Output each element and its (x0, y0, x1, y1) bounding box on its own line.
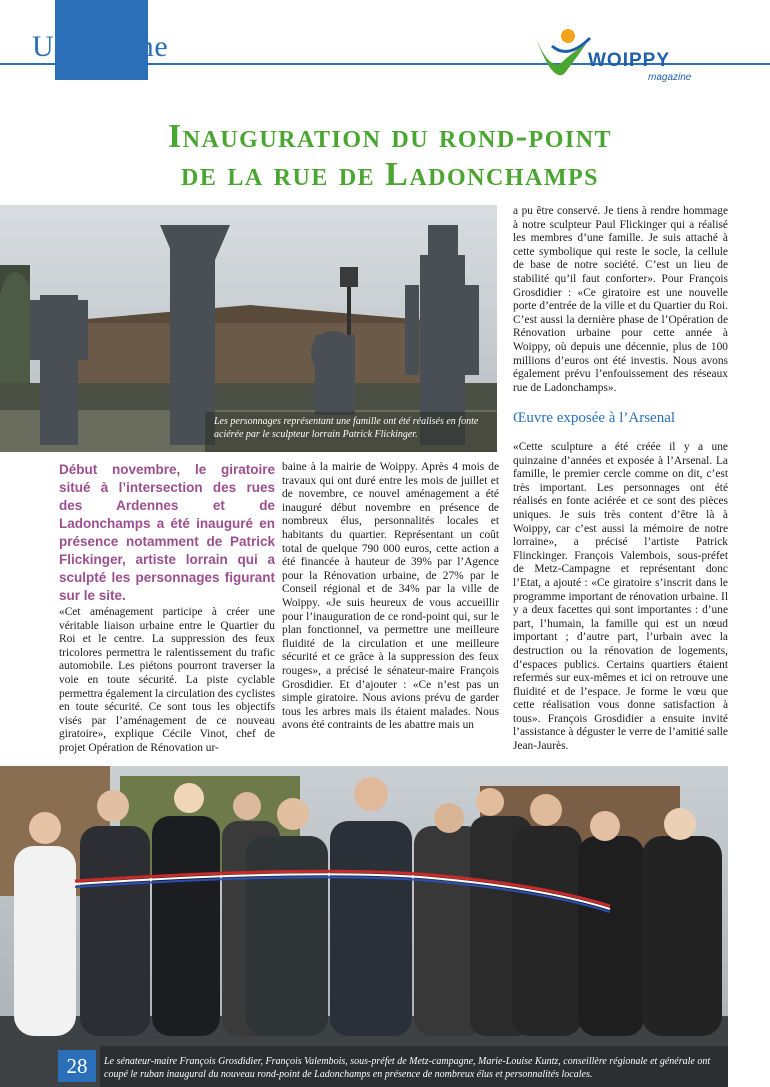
subheading: Œuvre exposée à l’Arsenal (513, 410, 676, 426)
ribbon-cutting-photo (0, 766, 728, 1087)
photo-caption-bottom: Le sénateur-maire François Grosdidier, François Valembois, sous-préfet de Metz-campagne, Marie-Louise Kuntz, conseillère régionale et générale ont coupé le ruban inaugural du nouveau rond-point de Ladonchamps en présence de nombreux élus et personnalités locales. (104, 1056, 711, 1080)
section-label: Urbanisme (32, 30, 169, 63)
photo-caption-top: Les personnages représentant une famille ont été réalisés en fonte aciérée par le sculpteur lorrain Patrick Flickinger. (214, 416, 479, 440)
column-3-body-bottom: «Cette sculpture a été créée il y a une quinzaine d’années et exposée à l’Arsenal. La famille, le premier cercle comme on dit, c’est très important. Les personnages ont été réalisés en fonte aciérée et ce sont des pièces uniques. Je suis très content d’être là à Woippy, car c’est aussi la mémoire de notre lorraine», a précisé l’artiste Patrick Flinckinger. François Valembois, sous-préfet de Metz-Campagne et représentant donc l’Etat, a ajouté : «Ce giratoire s’inscrit dans le programme important de rénovation urbaine. Il y a deux facettes qui sont importantes : d’une part, l’humain, la famille qui est un nœud important ; d’autre part, l’urbain avec la destruction ou la rénovation de logements, d’espaces publics. Certains quartiers étaient refermés sur eux-mêmes et ici on retrouve une fluidité et de l’espace. Je forme le vœu que cette réalisation vous donne satisfaction à tous». François Grosdidier a ensuite invité l’assistance à déguster le verre de l’amitié salle Jean-Jaurès. (513, 441, 728, 753)
lead-paragraph: Début novembre, le giratoire situé à l’intersection des rues des Ardennes et de Ladonchamps a été inauguré en présence notamment de Patrick Flickinger, artiste lorrain qui a sculpté les personnages figurant sur le site. (59, 462, 275, 603)
logo-name: WOIPPY (588, 50, 671, 71)
title-line-1: Inauguration du rond-point (167, 118, 613, 155)
article-title (80, 118, 700, 194)
column-3-body-top: a pu être conservé. Je tiens à rendre hommage à notre sculpteur Paul Flickinger qui a réalisé les membres d’une famille. Je suis attaché à cette symbolique qui reste le socle, la cellule de base de notre société. C’est un lieu de stabilité qu’il faut conforter». Pour François Grosdidier : «Ce giratoire est une nouvelle porte d’entrée de la ville et du Quartier du Roi. C’est aussi la dernière phase de l’Opération de Rénovation urbaine pour cette année à Woippy, où depuis une décennie, plus de 100 millions d’euros ont été investis. Nous avons également prévu l’enfouissement des réseaux rue de Ladonchamps». (513, 205, 728, 394)
column-2-body: baine à la mairie de Woippy. Après 4 mois de travaux qui ont duré entre les mois de juillet et de novembre, ce nouvel aménagement a été inauguré début novembre en présence de nombreux élus, personnalités locales et habitants du quartier. Représentant un coût total de quelque 790 000 euros, cette action a été financée à hauteur de 39% par l’Agence pour la Rénovation urbaine, de 27% par le Conseil régional et de 34% par la ville de Woippy. «Je suis heureux de vous accueillir pour l’inauguration de ce rond-point qui, sur le plan fonctionnel, va permettre une meilleure fluidité de la circulation et une meilleure sécurité et ce grâce à la suppression des feux rouges», a précisé le sénateur-maire François Grosdidier. Et d’ajouter : «Ce n’est pas un simple giratoire. Nous avions prévu de garder tous les arbres mais ils étaient malades. Nous avons été contraints de les abattre mais un (282, 461, 499, 732)
title-line-2: de la rue de Ladonchamps (180, 156, 600, 193)
logo-subtitle: magazine (648, 72, 692, 83)
column-1-body: «Cet aménagement participe à créer une véritable liaison urbaine entre le Quartier du Roi et le centre. La suppression des feux tricolores permettra le ralentissement du trafic automobile. Les piétons pourront traverser la voie en toute sécurité. La piste cyclable permettra également la circulation des cyclistes en toute sécurité. Ce sont tous les objectifs visés par l’aménagement de ce nouveau giratoire», explique Cécile Vinot, chef de projet Opération de Rénovation ur- (59, 606, 276, 754)
page-number: 28 (58, 1050, 96, 1082)
